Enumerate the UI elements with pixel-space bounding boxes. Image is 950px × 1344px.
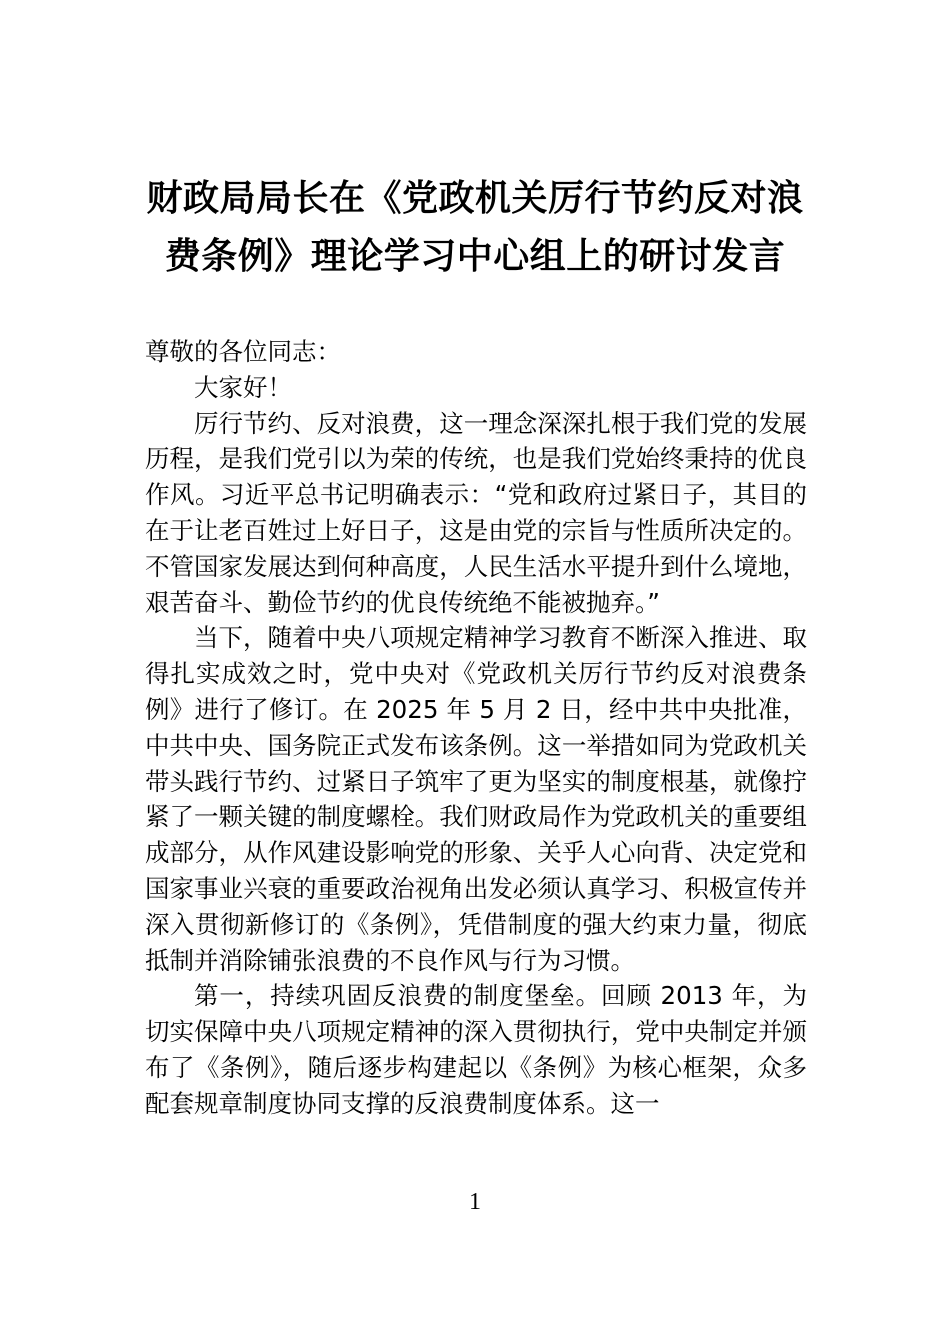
salutation: 尊敬的各位同志： [145,337,341,366]
title-line-2: 费条例》理论学习中心组上的研讨发言 [164,236,786,277]
document-title [120,170,830,286]
paragraph-background: 当下，随着中央八项规定精神学习教育不断深入推进、取得扎实成效之时，党中央对《党政机关厉行节约反对浪费条例》进行了修订。在 2025 年 5 月 2 日，经中共中央批准，中共中央、国务院正式发布该条例。这一举措如同为党政机关带头践行节约、过紧日子筑牢了更为坚实的制度根基，就像拧紧了一颗关键的制度螺栓。我们财政局作为党政机关的重要组成部分，从作风建设影响党的形象、关乎人心向背、决定党和国家事业兴衰的重要政治视角出发必须认真学习、积极宣传并深入贯彻新修订的《条例》，凭借制度的强大约束力量，彻底抵制并消除铺张浪费的不良作风与行为习惯。 [145,623,807,975]
paragraph-point-one: 第一，持续巩固反浪费的制度堡垒。回顾 2013 年，为切实保障中央八项规定精神的深入贯彻执行，党中央制定并颁布了《条例》，随后逐步构建起以《条例》为核心框架，众多配套规章制度协同支撑的反浪费制度体系。这一 [145,981,807,1118]
page-number: 1 [469,1189,481,1215]
paragraph-greeting: 大家好！ [194,372,292,402]
paragraph-intro: 厉行节约、反对浪费，这一理念深深扎根于我们党的发展历程，是我们党引以为荣的传统，也是我们党始终秉持的优良作风。习近平总书记明确表示：“党和政府过紧日子，其目的在于让老百姓过上好日子，这是由党的宗旨与性质所决定的。不管国家发展达到何种高度，人民生活水平提升到什么境地，艰苦奋斗、勤俭节约的优良传统绝不能被抛弃。” [145,408,807,617]
document-body [145,334,807,1122]
title-line-1: 财政局局长在《党政机关厉行节约反对浪 [146,178,804,219]
